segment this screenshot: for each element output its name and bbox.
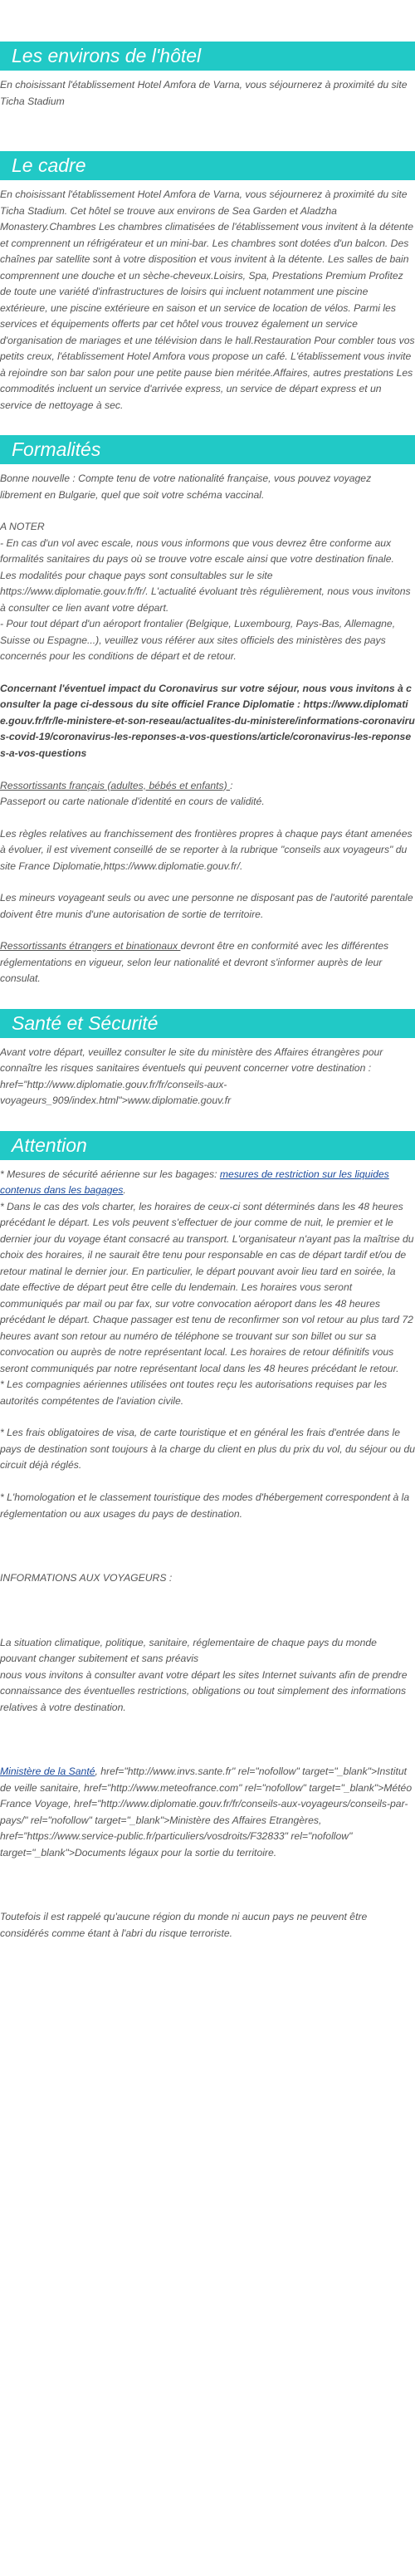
situation-text: La situation climatique, politique, sanitaire, réglementaire de chaque pays du monde pouvant changer subitement et sans préavis nous vous invitons à consulter avant votre départ les sites Internet suivants afin de prendre connaissance des éventuelles restrictions, obligations ou tout simplement des informations relatives à votre destination. bbox=[0, 1636, 408, 1713]
anoter-modalites: Les modalités pour chaque pays sont consultables sur le site https://www.diplomatie.gouv.fr/fr/. L'actualité évoluant très régulièrement, nous vous invitons à consulter ce lien avant votre départ. bbox=[0, 569, 411, 614]
informations-voyageurs-title: INFORMATIONS AUX VOYAGEURS : bbox=[0, 1572, 173, 1584]
mesures-securite bbox=[0, 1167, 415, 1199]
ministere-links-text: , href="http://www.invs.sante.fr" rel="nofollow" target="_blank">Institut de veille sanitaire, href="http://www.meteofrance.com" rel="nofollow" target="_blank">Météo France Voyage, href="http://www.diplomatie.gouv.fr/fr/conseils-aux-voyageurs/conseils-par-pays/" rel="nofollow" target="_blank">Ministère des Affaires Etrangères, href="https://www.service-public.fr/particuliers/vosdroits/F32833" rel="nofollow" target="_blank">Documents légaux pour la sortie du territoire. bbox=[0, 1765, 413, 1859]
ressortissants-fr bbox=[0, 778, 415, 795]
toutefois-text: Toutefois il est rappelé qu'aucune région du monde ni aucun pays ne peuvent être considérés comme étant à l'abri du risque terroriste. bbox=[0, 1911, 368, 1939]
section-title-environs: Les environs de l'hôtel bbox=[0, 42, 415, 71]
section-title-formalites: Formalités bbox=[0, 435, 415, 464]
ministere-links bbox=[0, 1764, 415, 1861]
section-sante bbox=[0, 1009, 415, 1109]
formalites-intro: Bonne nouvelle : Compte tenu de votre nationalité française, vous pouvez voyagez librement en Bulgarie, quel que soit votre schéma vaccinal. bbox=[0, 473, 372, 501]
anoter-title: A NOTER bbox=[0, 521, 45, 533]
ressortissants-etrangers bbox=[0, 938, 415, 987]
section-title-attention: Attention bbox=[0, 1131, 415, 1160]
etrangers-title: Ressortissants étrangers et binationaux bbox=[0, 940, 181, 953]
coronavirus-notice: Concernant l'éventuel impact du Coronavirus sur votre séjour, nous vous invitons à consulter la page ci-dessous du site officiel France Diplomatie : https://www.diplomatie.gouv.fr/fr/le-ministere-et-son-reseau/actualites-du-ministere/informations-coronavirus-covid-19/coronavirus-les-reponses-a-vos-questions/article/coronavirus-les-reponses-a-vos-questions bbox=[0, 682, 415, 759]
section-attention bbox=[0, 1131, 415, 1942]
ressortissants-fr-colon: : bbox=[230, 779, 233, 791]
sante-text: Avant votre départ, veuillez consulter le site du ministère des Affaires étrangères pour connaître les risques sanitaires éventuels qui peuvent concerner votre destination : href="http://www.diplomatie.gouv.fr/fr/conseils-aux-voyageurs_909/index.html">www.diplomatie.gouv.fr bbox=[0, 1046, 383, 1107]
ressortissants-fr-title: Ressortissants français (adultes, bébés et enfants) bbox=[0, 779, 231, 791]
homologation-text: * L'homologation et le classement touristique des modes d'hébergement correspondent à la réglementation ou aux usages du pays de destination. bbox=[0, 1491, 410, 1520]
anoter-frontalier: - Pour tout départ d'un aéroport frontalier (Belgique, Luxembourg, Pays-Bas, Allemagne, Suisse ou Espagne...), veuillez vous référer aux sites officiels des ministères des pays concernés pour les conditions de départ et de retour. bbox=[0, 618, 396, 663]
ministere-sante-link[interactable]: Ministère de la Santé bbox=[0, 1765, 95, 1778]
vols-charter-text: * Dans le cas des vols charter, les horaires de ceux-ci sont déterminés dans les 48 heures précédant le départ. Les vols peuvent s'effectuer de jour comme de nuit, le premier et le dernier jour du voyage étant consacré au transport. L'organisateur n'ayant pas la maîtrise du choix des horaires, il ne saurait être tenu pour responsable en cas de départ tardif et/ou de retour matinal le dernier jour. En particulier, le départ pouvant avoir lieu tard en soirée, la date effective de départ peut être celle du lendemain. Les horaires vous seront communiqués par mail ou par fax, sur votre convocation aéroport dans les 48 heures précédant le départ. Chaque passager est tenu de reconfirmer son vol retour au plus tard 72 heures avant son retour au numéro de téléphone se trouvant sur son billet ou sur sa convocation ou auprès de notre représentant local. Les horaires de retour définitifs vous seront communiqués par notre représentant local dans les 48 heures précédant le retour. bbox=[0, 1200, 414, 1374]
frais-text: * Les frais obligatoires de visa, de carte touristique et en général les frais d'entrée dans le pays de destination sont toujours à la charge du client en plus du prix du vol, du séjour ou du circuit déjà réglés. bbox=[0, 1427, 415, 1472]
section-title-sante: Santé et Sécurité bbox=[0, 1009, 415, 1038]
section-cadre bbox=[0, 151, 415, 414]
compagnies-text: * Les compagnies aériennes utilisées ont toutes reçu les autorisations requises par les autorités compétentes de l'aviation civile. bbox=[0, 1379, 388, 1407]
anoter-escale: - En cas d'un vol avec escale, nous vous informons que vous devrez être conforme aux formalités sanitaires du pays où se trouve votre escale ainsi que votre destination finale. bbox=[0, 536, 394, 566]
section-formalites bbox=[0, 435, 415, 987]
mesures-prefix: * Mesures de sécurité aérienne sur les bagages: bbox=[0, 1168, 220, 1180]
regles-frontieres: Les règles relatives au franchissement des frontières propres à chaque pays étant amenées à évoluer, il est vivement conseillé de se reporter à la rubrique "conseils aux voyageurs" du site France Diplomatie,https://www.diplomatie.gouv.fr/. bbox=[0, 827, 413, 872]
ressortissants-fr-text: Passeport ou carte nationale d'identité en cours de validité. bbox=[0, 796, 265, 808]
mesures-suffix: . bbox=[123, 1184, 126, 1197]
section-title-cadre: Le cadre bbox=[0, 151, 415, 180]
etrangers-text: devront être en conformité avec les différentes réglementations en vigueur, selon leur nationalité et devront s'informer auprès de leur consulat. bbox=[0, 940, 389, 985]
mesures-restriction-link[interactable]: mesures de restriction sur les liquides contenus dans les bagages bbox=[0, 1168, 389, 1197]
section-environs bbox=[0, 42, 415, 110]
cadre-text: En choisissant l'établissement Hotel Amfora de Varna, vous séjournerez à proximité du site Ticha Stadium. Cet hôtel se trouve aux environs de Sea Garden et Aladzha Monastery.Chambres Les chambres climatisées de l'établissement vous invitent à la détente et comprennent un réfrigérateur et un mini-bar. Les chambres sont dotées d'un balcon. Des chaînes par satellite sont à votre disposition et vous invitent à la détente. Les salles de bain comprennent une douche et un sèche-cheveux.Loisirs, Spa, Prestations Premium Profitez de toute une variété d'infrastructures de loisirs qui incluent notamment une piscine extérieure, une piscine extérieure en saison et un service de location de vélos. Parmi les services et équipements offerts par cet hôtel vous trouvez également un service d'organisation de mariages et une télévision dans le hall.Restauration Pour combler tous vos petits creux, l'établissement Hotel Amfora vous propose un café. L'établissement vous invite à rejoindre son bar salon pour une petite pause bien méritée.Affaires, autres prestations Les commodités incluent un service d'arrivée express, un service de départ express et un service de nettoyage à sec. bbox=[0, 189, 415, 411]
mineurs-text: Les mineurs voyageant seuls ou avec une personne ne disposant pas de l'autorité parentale doivent être munis d'une autorisation de sortie de territoire. bbox=[0, 892, 413, 920]
environs-text: En choisissant l'établissement Hotel Amfora de Varna, vous séjournerez à proximité du site Ticha Stadium bbox=[0, 79, 408, 107]
